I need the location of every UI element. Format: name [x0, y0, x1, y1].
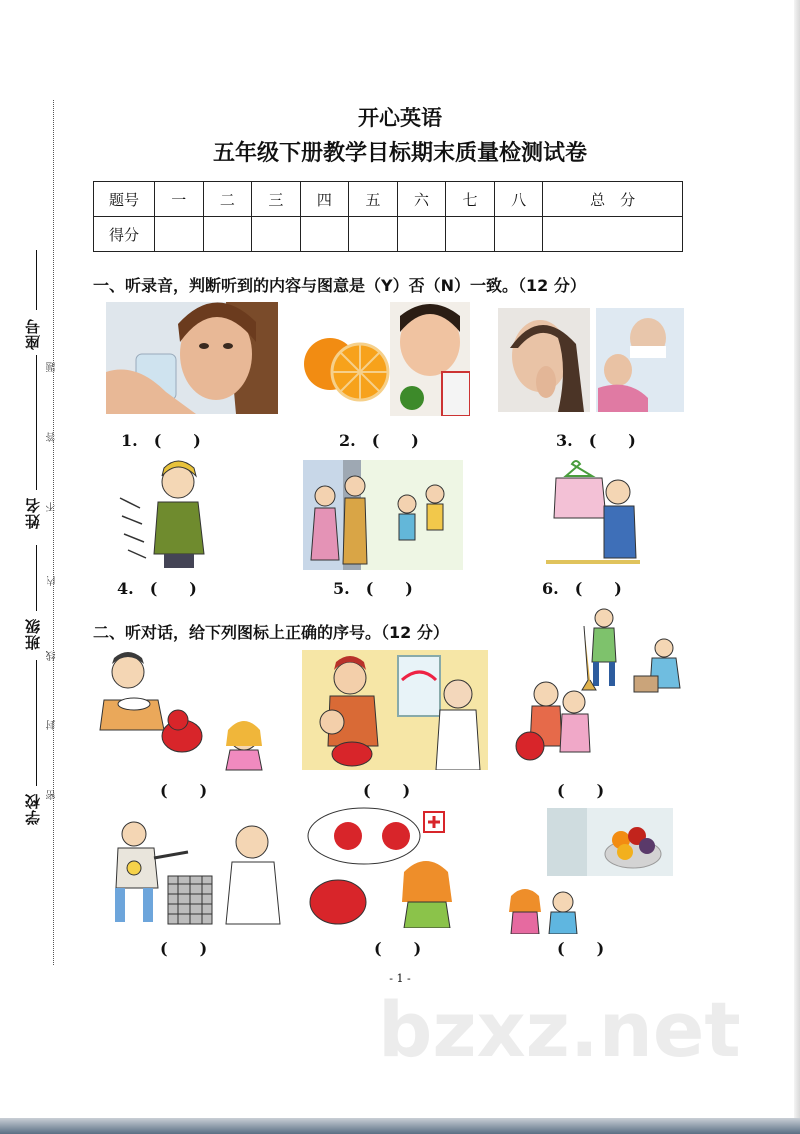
bottom-bar [0, 1118, 800, 1134]
score-row-numbers [94, 182, 683, 217]
question-answer-1: 1. ( ) [121, 431, 201, 450]
binding-note: 内 [47, 576, 58, 586]
sweeping-and-kids-picture [512, 606, 688, 768]
page-number: - 1 - [389, 972, 411, 985]
score-cell [252, 217, 301, 252]
score-cell [203, 217, 252, 252]
table-cell: 总 分 [543, 182, 683, 217]
school-label: 学校 [24, 793, 42, 825]
score-cell [543, 217, 683, 252]
watermark: bzxz.net [378, 985, 741, 1074]
trash-bin-teacher-picture [104, 818, 294, 926]
table-cell: 一 [155, 182, 204, 217]
score-cell [349, 217, 398, 252]
score-table [93, 181, 683, 252]
question-answer-2: 2. ( ) [339, 431, 419, 450]
binding-line [53, 100, 54, 965]
kitchen-fruit-picture [497, 808, 673, 934]
score-row-scores [94, 217, 683, 252]
binding-note: 题 [47, 362, 58, 372]
question-answer-5: 5. ( ) [333, 579, 413, 598]
score-cell [494, 217, 543, 252]
score-cell [397, 217, 446, 252]
answer-blank-d: ( ) [160, 939, 208, 958]
windy-boy-picture [118, 458, 228, 570]
table-head: 得分 [94, 217, 155, 252]
answer-blank-e: ( ) [374, 939, 422, 958]
class-label: 班级 [24, 618, 42, 650]
table-cell: 四 [300, 182, 349, 217]
page-edge [794, 0, 800, 1134]
section-2-heading: 二、听对话，给下列图标上正确的序号。（12 分） [93, 623, 449, 642]
question-answer-6: 6. ( ) [542, 579, 622, 598]
sick-dinosaur-picture [304, 806, 468, 928]
table-cell: 七 [446, 182, 495, 217]
page-subtitle: 五年级下册教学目标期末质量检测试卷 [212, 140, 587, 166]
drinking-water-picture [106, 302, 278, 414]
family-door-picture [303, 460, 463, 570]
question-answer-4: 4. ( ) [117, 579, 197, 598]
binding-note: 线 [47, 651, 58, 661]
question-answer-3: 3. ( ) [556, 431, 636, 450]
score-cell [446, 217, 495, 252]
orange-child-picture [302, 302, 470, 416]
table-cell: 二 [203, 182, 252, 217]
doctor-eye-test-picture [302, 650, 488, 770]
table-cell: 六 [397, 182, 446, 217]
toothache-dentist-picture [498, 308, 684, 412]
score-cell [300, 217, 349, 252]
table-head: 题号 [94, 182, 155, 217]
table-cell: 八 [494, 182, 543, 217]
class-blank [36, 545, 37, 611]
binding-note: 封 [47, 720, 58, 730]
answer-blank-a: ( ) [160, 781, 208, 800]
table-cell: 三 [252, 182, 301, 217]
school-blank [36, 660, 37, 786]
table-cell: 五 [349, 182, 398, 217]
score-cell [155, 217, 204, 252]
seat-blank [36, 250, 37, 310]
binding-note: 不 [47, 502, 58, 512]
boy-eating-dinosaur-picture [98, 650, 268, 772]
section-1-heading: 一、听录音，判断听到的内容与图意是（Y）否（N）一致。（12 分） [93, 276, 586, 295]
shirt-hanger-picture [546, 458, 640, 570]
answer-blank-f: ( ) [557, 939, 605, 958]
name-label: 姓名 [24, 497, 42, 529]
seat-label: 座号 [24, 318, 42, 350]
answer-blank-c: ( ) [557, 781, 605, 800]
binding-note: 答 [47, 432, 58, 442]
page-title: 开心英语 [358, 105, 442, 130]
name-blank [36, 355, 37, 490]
binding-note: 密 [47, 790, 58, 800]
answer-blank-b: ( ) [363, 781, 411, 800]
